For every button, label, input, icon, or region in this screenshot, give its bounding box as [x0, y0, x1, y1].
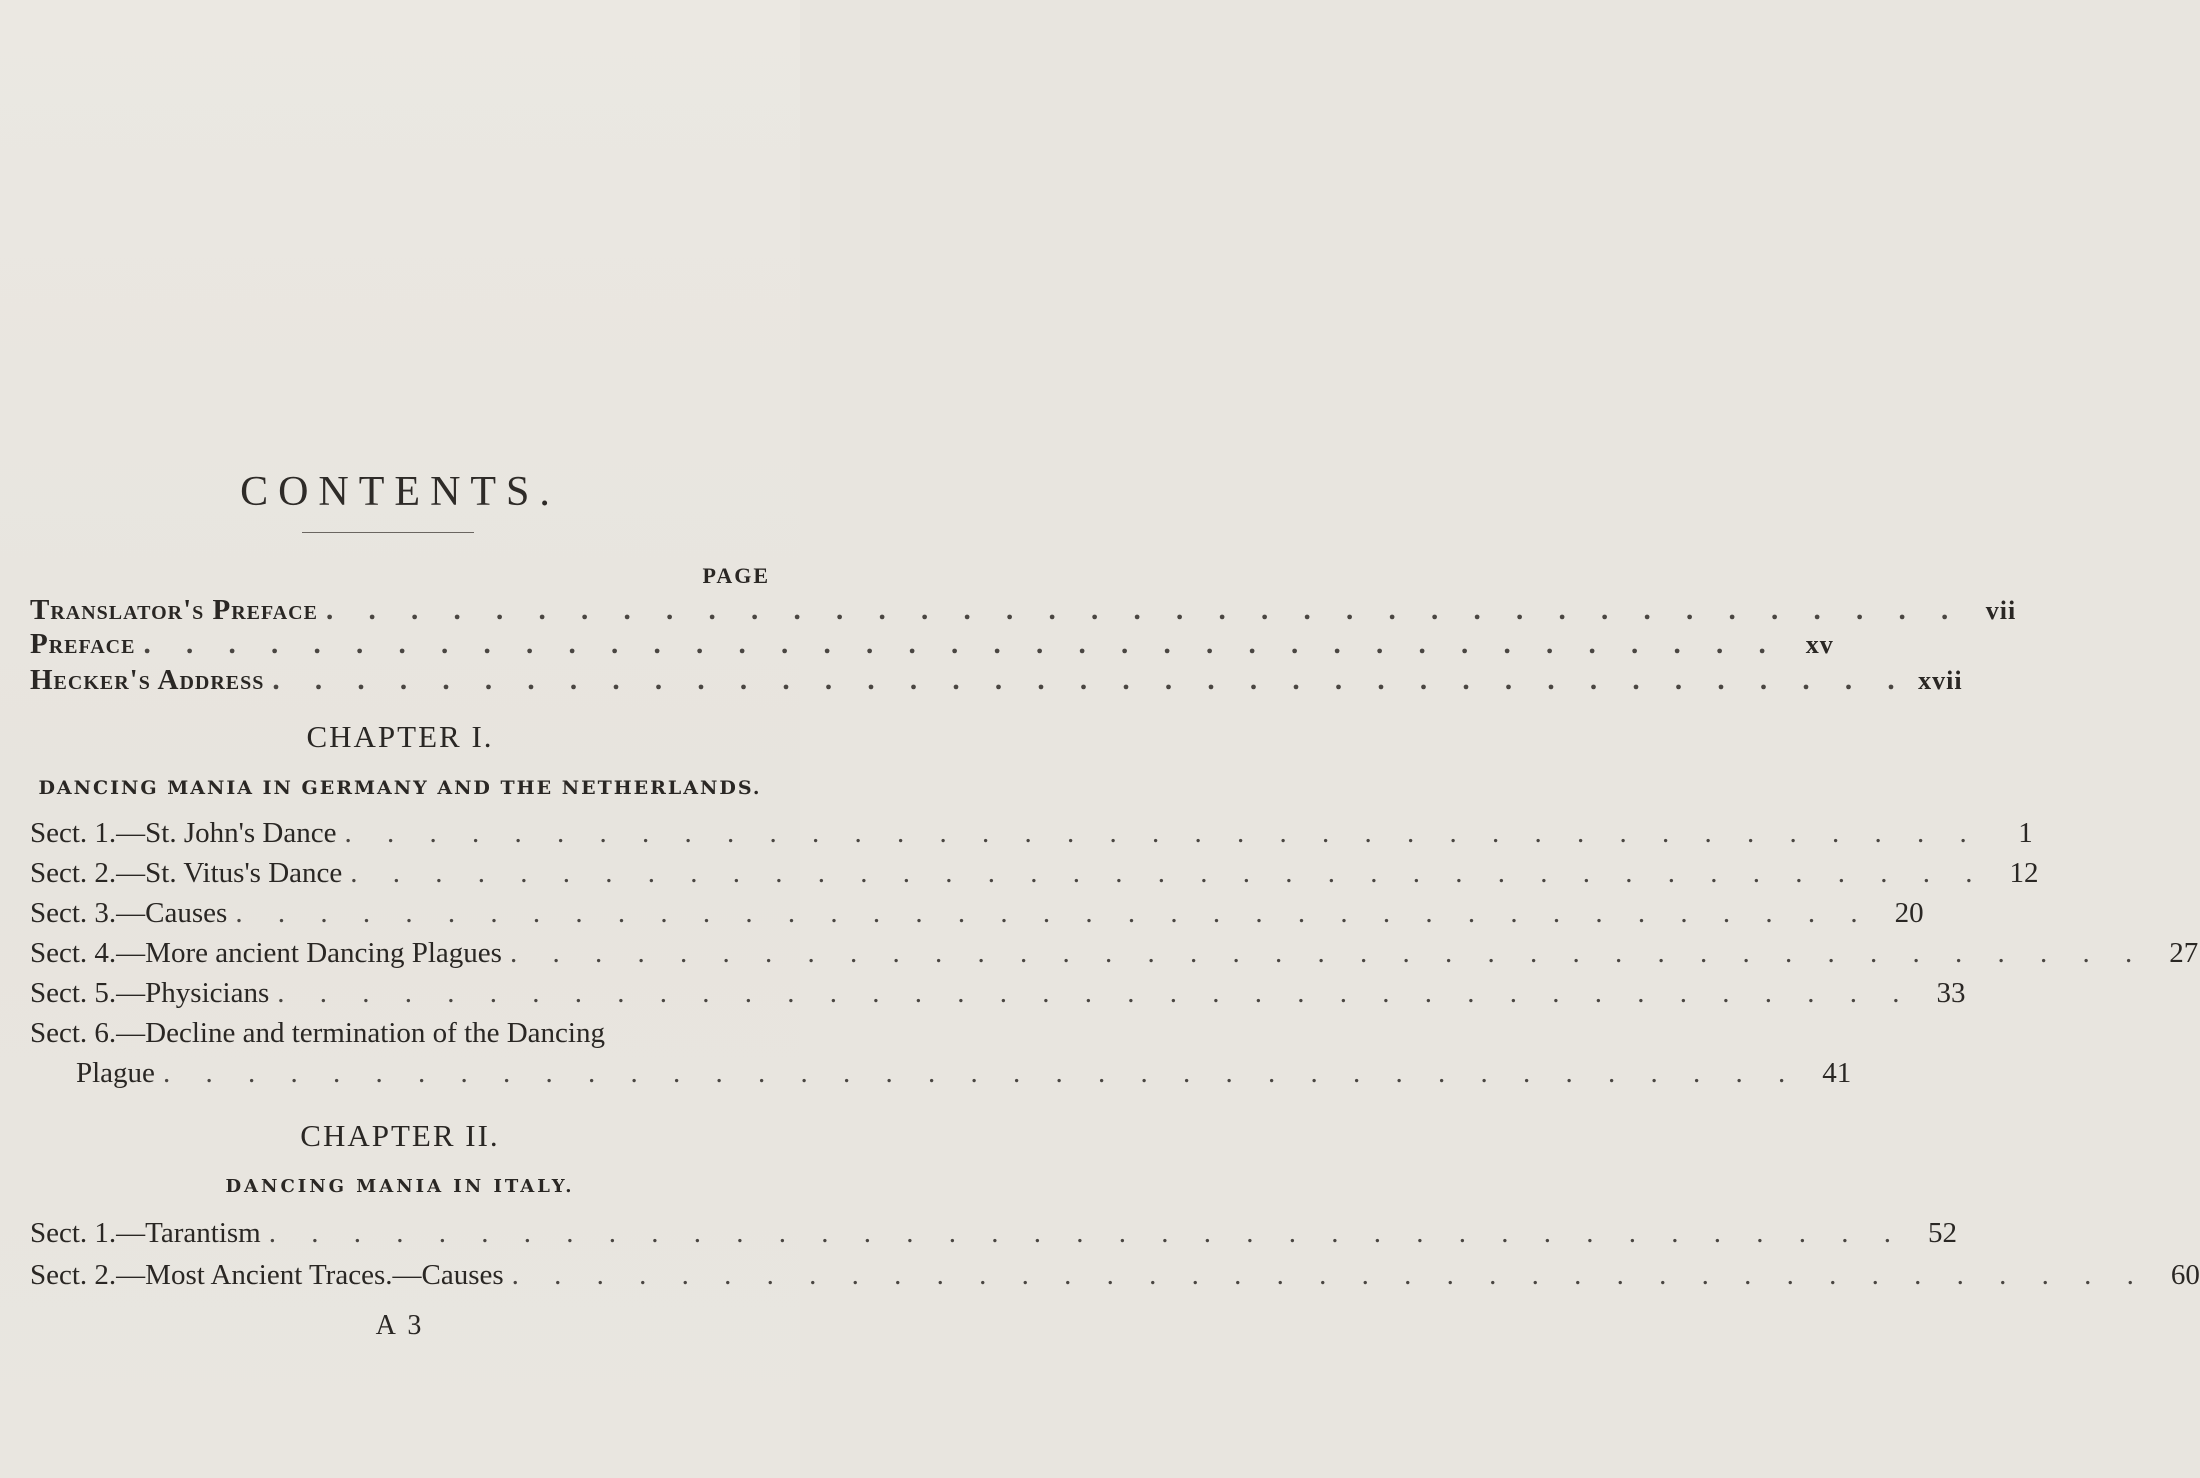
toc-entry-page: 60: [2170, 1259, 2200, 1291]
dot-leader: . . . . . . . . . . . . . . . . . . . . . . . . . . . . . . . . . . . . . . .: [511, 1259, 2148, 1291]
dot-leader: . . . . . . . . . . . . . . . . . . . . . . . . . . . . . . . . . . . . . . .: [350, 857, 1987, 889]
toc-entry-title: Sect. 2.—Most Ancient Traces.—Causes: [30, 1259, 504, 1291]
chapter-1-title: CHAPTER I.: [306, 719, 494, 754]
toc-entry-title: Hecker's Address: [30, 664, 265, 696]
chapter-2-subtitle: DANCING MANIA IN ITALY.: [225, 1176, 575, 1197]
toc-entry-title: Sect. 4.—More ancient Dancing Plagues: [30, 937, 502, 969]
dot-leader: . . . . . . . . . . . . . . . . . . . . . . . . . . . . . . . . . . . . . . .: [344, 817, 1981, 849]
toc-entry-preface[interactable]: [30, 628, 1834, 661]
dot-leader: . . . . . . . . . . . . . . . . . . . . . . . . . . . . . . . . . . . . . . .: [509, 937, 2147, 969]
toc-entry-title: Sect. 5.—Physicians: [30, 977, 270, 1009]
toc-entry-ch1-sect2[interactable]: [30, 857, 2039, 890]
dot-leader: . . . . . . . . . . . . . . . . . . . . . . . . . . . . . . . . . . . . . . .: [268, 1217, 1905, 1249]
contents-heading: CONTENTS.: [240, 469, 560, 515]
dot-leader: . . . . . . . . . . . . . . . . . . . . . . . . . . . . . . . . . . . . . . .: [235, 897, 1872, 929]
toc-entry-title-continuation: Plague: [76, 1057, 155, 1089]
toc-entry-ch1-sect6-continuation[interactable]: [76, 1057, 1852, 1090]
toc-entry-translators-preface[interactable]: [30, 594, 2017, 627]
toc-entry-page: 20: [1894, 897, 1924, 929]
toc-entry-page: 52: [1927, 1217, 1957, 1249]
toc-entry-page: xvii: [1918, 666, 1963, 695]
toc-entry-page: 12: [2009, 857, 2039, 889]
chapter-1-subtitle: DANCING MANIA IN GERMANY AND THE NETHERLANDS.: [38, 777, 762, 799]
toc-entry-ch1-sect4[interactable]: [30, 937, 2199, 970]
toc-entry-page: vii: [1985, 596, 2017, 625]
toc-entry-ch2-sect2[interactable]: [30, 1259, 2200, 1292]
toc-entry-title: Sect. 3.—Causes: [30, 897, 228, 929]
toc-entry-page: xv: [1805, 630, 1834, 659]
toc-entry-page: 41: [1822, 1057, 1852, 1089]
toc-entry-ch2-sect1[interactable]: [30, 1217, 1957, 1250]
toc-entry-ch1-sect5[interactable]: [30, 977, 1966, 1010]
toc-entry-title: Sect. 1.—Tarantism: [30, 1217, 261, 1249]
toc-entry-heckers-address[interactable]: [30, 664, 1963, 697]
toc-entry-page: 33: [1936, 977, 1966, 1009]
toc-entry-ch1-sect6[interactable]: [30, 1017, 770, 1050]
toc-entry-title: Preface: [30, 628, 136, 660]
toc-entry-title: Sect. 2.—St. Vitus's Dance: [30, 857, 343, 889]
toc-entry-title: Translator's Preface: [30, 594, 318, 626]
toc-entry-title: Sect. 1.—St. John's Dance: [30, 817, 337, 849]
dot-leader: . . . . . . . . . . . . . . . . . . . . . . . . . . . . . . . . . . . . . . .: [162, 1057, 1800, 1089]
chapter-2-title: CHAPTER II.: [300, 1118, 500, 1153]
toc-entry-page: 1: [2018, 817, 2033, 849]
dot-leader: . . . . . . . . . . . . . . . . . . . . . . . . . . . . . . . . . . . . . . .: [143, 628, 1780, 660]
signature-mark: A 3: [375, 1310, 425, 1341]
dot-leader: . . . . . . . . . . . . . . . . . . . . . . . . . . . . . . . . . . . . . . .: [272, 664, 1909, 696]
toc-entry-page: 27: [2169, 937, 2199, 969]
dot-leader: . . . . . . . . . . . . . . . . . . . . . . . . . . . . . . . . . . . . . . .: [325, 594, 1963, 626]
toc-entry-title: Sect. 6.—Decline and termination of the Dancing: [30, 1017, 605, 1049]
toc-entry-ch1-sect3[interactable]: [30, 897, 1924, 930]
page-column-label: PAGE: [702, 563, 770, 588]
dot-leader: . . . . . . . . . . . . . . . . . . . . . . . . . . . . . . . . . . . . . . .: [277, 977, 1914, 1009]
heading-rule: [302, 532, 474, 533]
toc-entry-ch1-sect1[interactable]: [30, 817, 2033, 850]
